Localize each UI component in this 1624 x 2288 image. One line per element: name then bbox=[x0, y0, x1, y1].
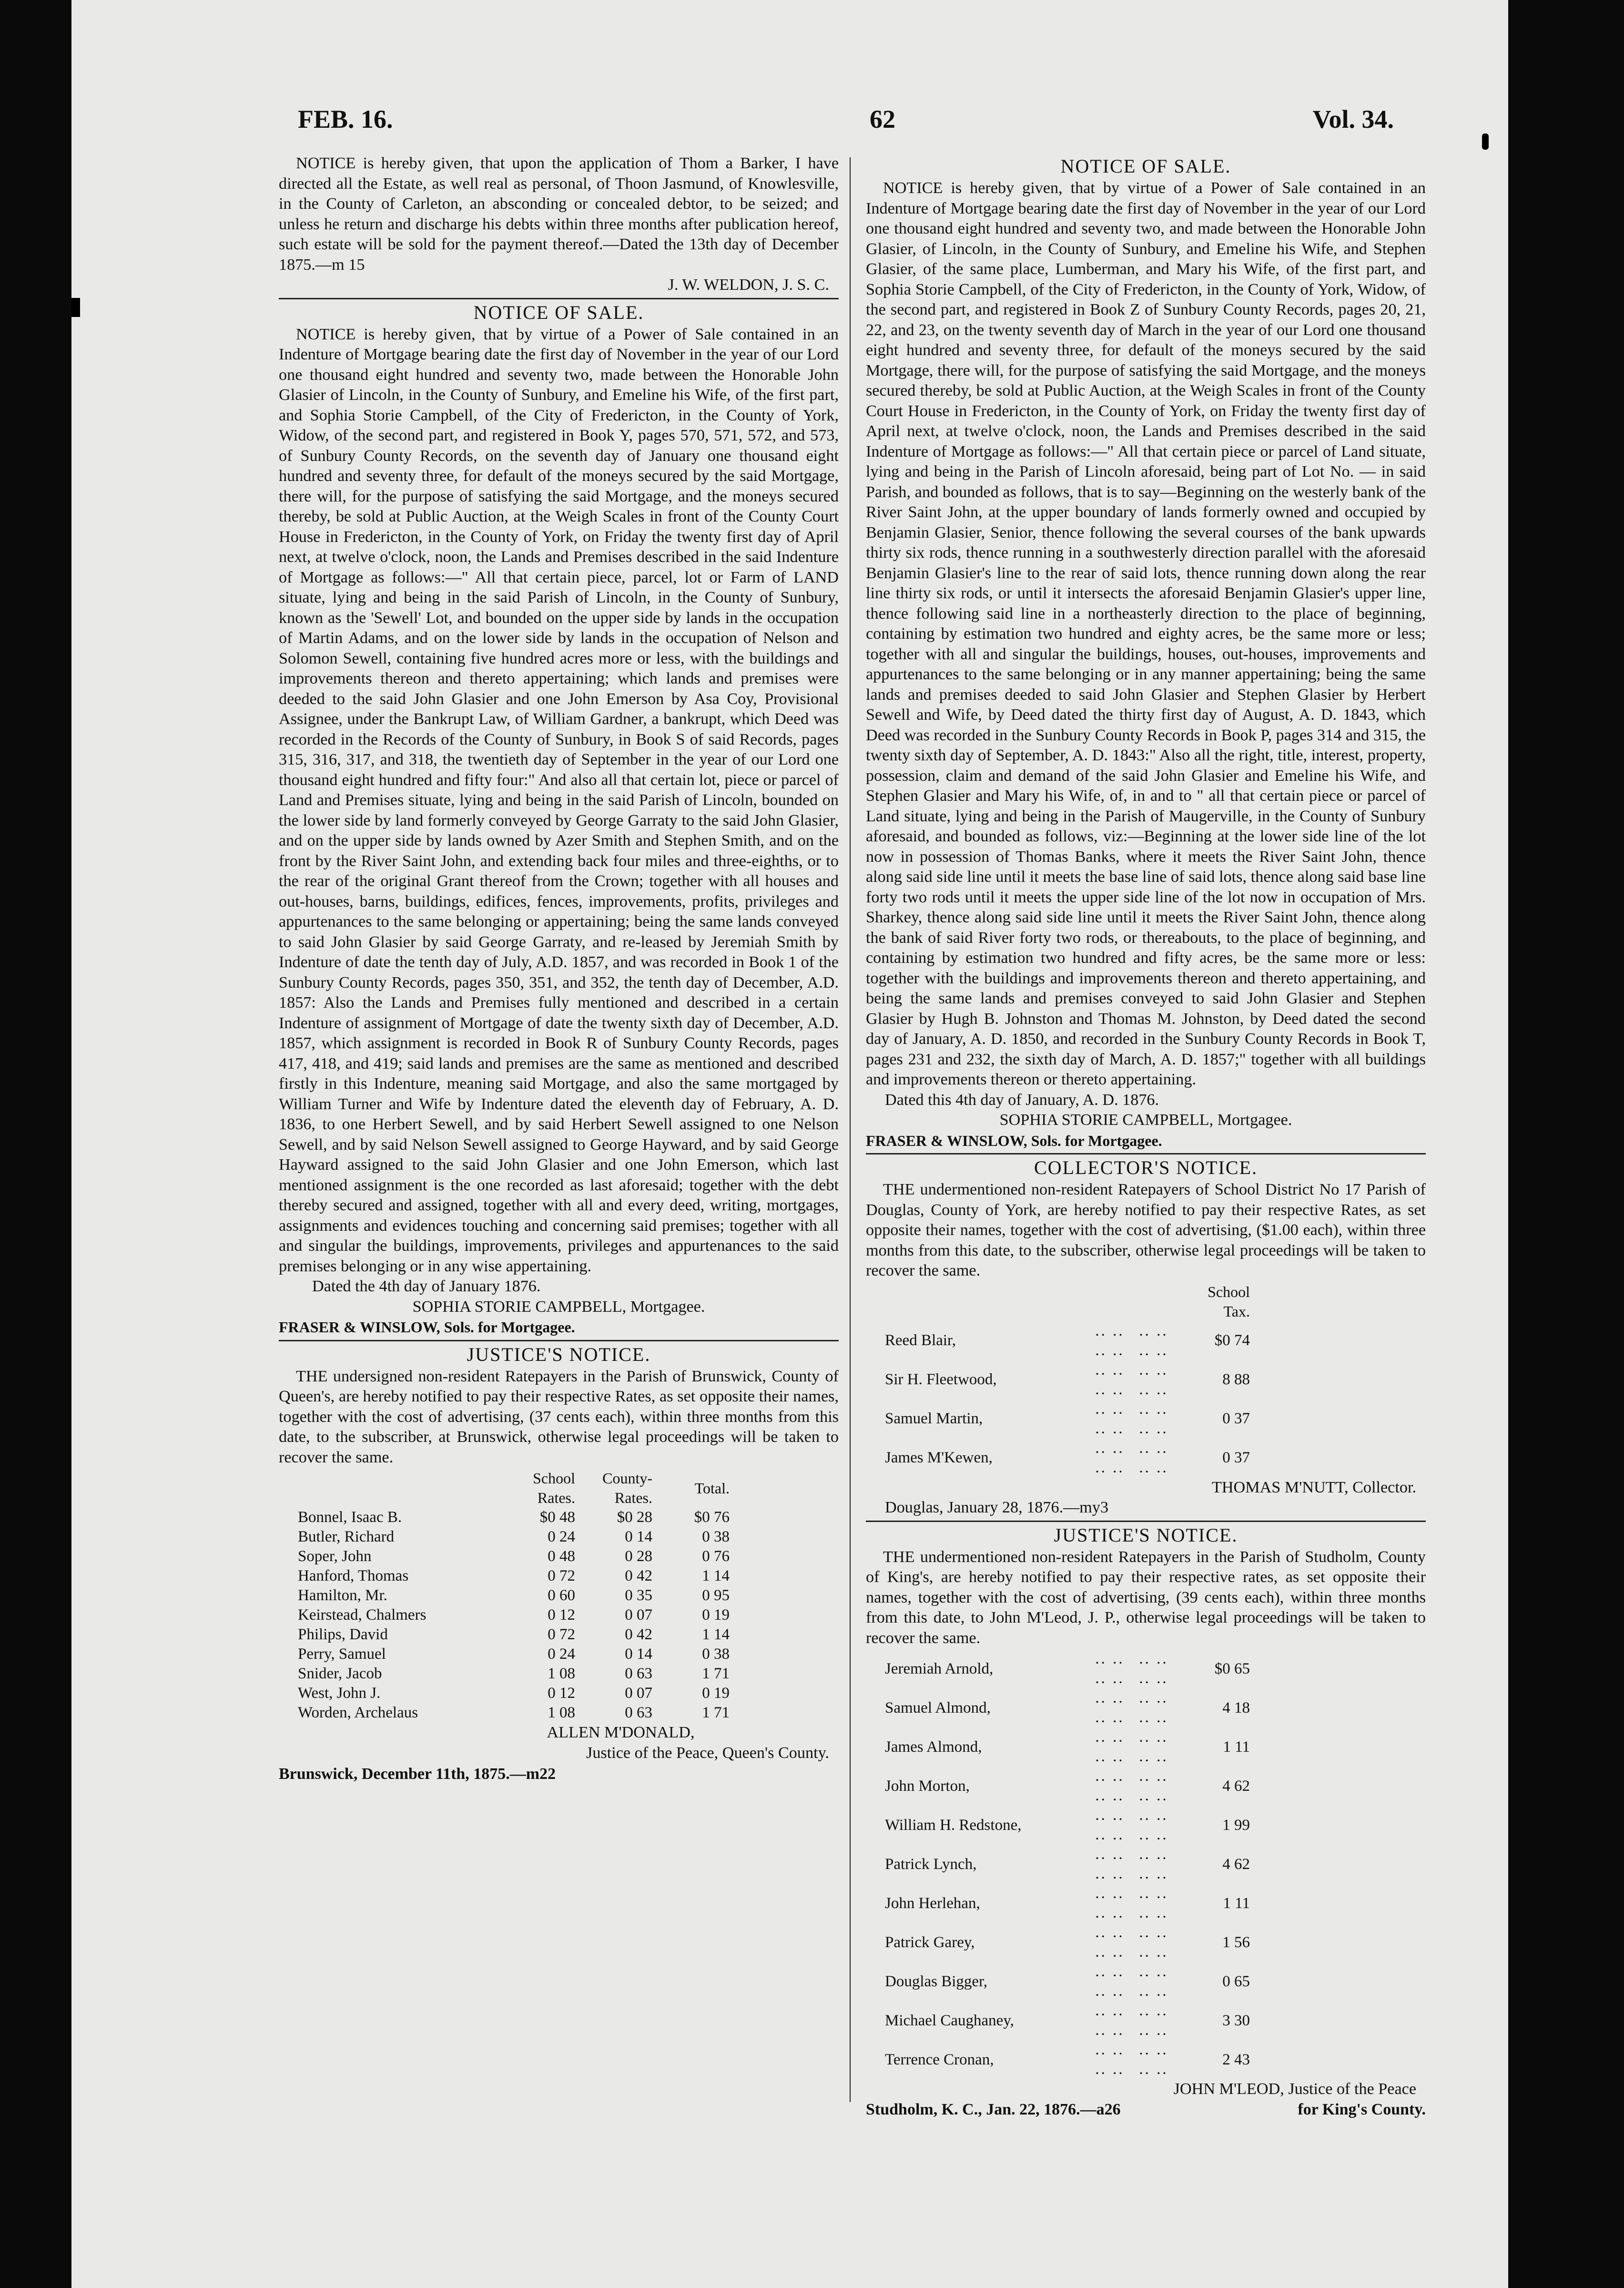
county-rate: 0 42 bbox=[625, 1567, 652, 1584]
county-rate: 0 28 bbox=[625, 1548, 652, 1565]
school-rate: 0 60 bbox=[548, 1587, 575, 1604]
table-row bbox=[885, 2040, 1256, 2079]
table-header-row bbox=[885, 1282, 1256, 1321]
table-row bbox=[298, 1703, 735, 1723]
dot-leader: .. .. .. .. bbox=[1095, 1728, 1125, 1765]
table-row bbox=[298, 1664, 735, 1684]
county-rate: 0 63 bbox=[625, 1704, 652, 1721]
dot-leader: .. .. .. .. bbox=[1095, 1885, 1125, 1921]
dot-leader: .. .. .. .. bbox=[1095, 1807, 1125, 1843]
table-row bbox=[298, 1625, 735, 1644]
collector-notice-heading: COLLECTOR'S NOTICE. bbox=[1034, 1157, 1258, 1178]
ratepayer-name: Samuel Martin, bbox=[885, 1410, 983, 1427]
table-row bbox=[885, 2001, 1256, 2040]
ratepayer-name: Douglas Bigger, bbox=[885, 1972, 987, 1990]
table-row bbox=[298, 1547, 735, 1566]
ratepayer-name: Perry, Samuel bbox=[298, 1645, 386, 1663]
total-rate: 0 95 bbox=[702, 1587, 730, 1604]
amount: 3 30 bbox=[1222, 2012, 1250, 2029]
total-rate: 0 38 bbox=[702, 1645, 730, 1663]
total-rate: 1 14 bbox=[702, 1567, 730, 1584]
dot-leader: .. .. .. .. bbox=[1139, 1963, 1168, 2000]
right-edge-mark bbox=[1482, 133, 1489, 150]
table-row bbox=[885, 1439, 1256, 1478]
school-rate: 0 48 bbox=[548, 1548, 575, 1565]
amount: 1 56 bbox=[1222, 1933, 1250, 1951]
dot-leader: .. .. .. .. bbox=[1139, 1361, 1168, 1398]
amount: 4 18 bbox=[1222, 1699, 1250, 1716]
total-header: Total. bbox=[694, 1479, 730, 1497]
table-row bbox=[298, 1586, 735, 1605]
justice-notice-heading-left: JUSTICE'S NOTICE. bbox=[467, 1343, 651, 1365]
column-divider bbox=[850, 157, 851, 2102]
notice-of-sale-body-left: NOTICE is hereby given, that by virtue of a Power of Sale contained in an Indenture of Mortgage bearing date the first day of November in the year of our Lord one thousand eight hundred and seventy two, made between the Honorable John Glasier of Lincoln, in the County of Sunbury, and Emeline his Wife, of the first part, and Sophia Storie Campbell, of the City of Fredericton, in the County of York, Widow, of the second part, and registered in Book Y, pages 570, 571, 572, and 573, of Sunbury County Records, on the seventh day of January one thousand eight hundred and seventy three, for default of the moneys secured by the said Mortgage, there will, for the purpose of satisfying the said Mortgage, and the moneys secured thereby, be sold at Public Auction, at the Weigh Scales in front of the County Court House in Fredericton, in the County of York, on Friday the twenty first day of April next, at twelve o'clock, noon, the Lands and Premises described in the said Indenture of Mortgage as follows:—" All that certain piece, parcel, lot or Farm of LAND situate, lying and being in the said Parish of Lincoln, in the County of Sunbury, known as the 'Sewell' Lot, and bounded on the upper side by lands in the occupation of Martin Adams, and on the lower side by lands in the occupation of Nelson and Solomon Sewell, containing five hundred acres more or less, with the buildings and improvements thereon and thereto appertaining; which lands and premises were deeded to the said John Glasier and one John Emerson by Asa Coy, Provisional Assignee, under the Bankrupt Law, of William Gardner, a bankrupt, which Deed was recorded in the Records of the County of Sunbury, in Book S of said Records, pages 315, 316, 317, and 318, the twentieth day of September in the year of our Lord one thousand eight hundred and fifty four:" And also all that certain lot, piece or parcel of Land and Premises situate, lying and being in the said Parish of Lincoln, bounded on the lower side by land formerly conveyed by George Garraty to the said John Glasier, and on the upper side by lands owned by Azer Smith and Stephen Smith, and on the front by the River Saint John, and extending back four miles and three-eighths, or to the rear of the original Grant thereof from the Crown; together with all houses and out-houses, barns, buildings, edifices, fences, improvements, profits, privileges and appurtenances to the same belonging or appertaining; being the same lands conveyed to said John Glasier by said George Garraty, and re-leased by Jeremiah Smith by Indenture of date the tenth day of July, A.D. 1857, and was recorded in Book 1 of the Sunbury County Records, pages 350, 351, and 352, the tenth day of December, A.D. 1857: Also the Lands and Premises fully mentioned and described in a certain Indenture of assignment of Mortgage of date the twenty sixth day of December, A.D. 1857, which assignment is recorded in Book R of Sunbury County Records, pages 417, 418, and 419; said lands and premises are the same as mentioned and described firstly in this Indenture, meaning said Mortgage, and also the same mortgaged by William Turner and Wife by Indenture dated the eleventh day of February, A. D. 1836, to one Herbert Sewell, and by said Herbert Sewell assigned to one Nelson Sewell, and by said Nelson Sewell assigned to George Hayward, and by said George Hayward assigned to the said John Glasier and one John Emerson, which last mentioned assignment is the one recorded as last aforesaid; together with the debt thereby secured and assigned, together with all and every deed, writing, mortgages, assignments and evidences touching and concerning said premises; together with all and singular the buildings, improvements, privileges and appurtenances to the said premises belonging or in any wise appertaining. bbox=[279, 325, 839, 1275]
dot-leader: .. .. .. .. bbox=[1095, 1924, 1125, 1961]
ratepayer-name: Samuel Almond, bbox=[885, 1699, 991, 1716]
total-rate: 0 19 bbox=[702, 1685, 730, 1702]
ratepayer-name: Michael Caughaney, bbox=[885, 2012, 1014, 2029]
justice-notice-body-right: THE undermentioned non-resident Ratepayers in the Parish of Studholm, County of King's, are hereby notified to pay their respective rates, as set opposite their names, together with the cost of advertising, (39 cents each), within three months from this date, to John M'Leod, J. P., otherwise legal proceedings will be taken to recover the same. bbox=[866, 1548, 1426, 1647]
ratepayer-name: James Almond, bbox=[885, 1738, 982, 1756]
dot-leader: .. .. .. .. bbox=[1139, 1924, 1168, 1961]
page-number: 62 bbox=[870, 105, 895, 133]
dot-leader: .. .. .. .. bbox=[1095, 1361, 1125, 1398]
table-row bbox=[885, 1321, 1256, 1360]
justice-notice-body-left: THE undersigned non-resident Ratepayers in the Parish of Brunswick, County of Queen's, are hereby notified to pay their respective Rates, as set opposite their names, together with the cost of advertising, (37 cents each), within three months from this date, to the subscriber, at Brunswick, otherwise legal proceedings will be taken to recover the same. bbox=[279, 1367, 839, 1466]
table-row bbox=[298, 1566, 735, 1586]
left-edge-mark bbox=[71, 298, 80, 317]
ratepayer-name: Keirstead, Chalmers bbox=[298, 1606, 426, 1624]
dot-leader: .. .. .. .. bbox=[1139, 1650, 1168, 1687]
amount: $0 65 bbox=[1214, 1660, 1250, 1677]
school-rate: 0 24 bbox=[548, 1645, 575, 1663]
school-rate: 0 24 bbox=[548, 1528, 575, 1545]
mcleod-signature: JOHN M'LEOD, Justice of the Peace bbox=[1173, 2080, 1416, 2098]
table-header-row bbox=[298, 1469, 735, 1508]
dot-leader: .. .. .. .. bbox=[1095, 1650, 1125, 1687]
school-rate: $0 48 bbox=[539, 1509, 575, 1526]
dot-leader: .. .. .. .. bbox=[1095, 1963, 1125, 2000]
douglas-footer: Douglas, January 28, 1876.—my3 bbox=[885, 1499, 1109, 1516]
ratepayer-name: William H. Redstone, bbox=[885, 1816, 1022, 1834]
table-row bbox=[885, 1727, 1256, 1767]
dot-leader: .. .. .. .. bbox=[1139, 1728, 1168, 1765]
mortgagee-signature-left: SOPHIA STORIE CAMPBELL, Mortgagee. bbox=[412, 1297, 705, 1316]
ratepayer-name: Terrence Cronan, bbox=[885, 2051, 994, 2068]
amount: 4 62 bbox=[1222, 1777, 1250, 1795]
ratepayer-name: Patrick Lynch, bbox=[885, 1855, 977, 1873]
ratepayer-name: Snider, Jacob bbox=[298, 1665, 382, 1682]
total-rate: 0 38 bbox=[702, 1528, 730, 1545]
ratepayer-name: John Morton, bbox=[885, 1777, 970, 1795]
ratepayer-name: Patrick Garey, bbox=[885, 1933, 975, 1951]
divider bbox=[866, 1153, 1426, 1154]
studholm-footer-left: Studholm, K. C., Jan. 22, 1876.—a26 bbox=[866, 2100, 1121, 2118]
justice-notice-heading-right: JUSTICE'S NOTICE. bbox=[1054, 1524, 1238, 1546]
table-row bbox=[885, 1806, 1256, 1845]
school-rate: 0 12 bbox=[548, 1606, 575, 1624]
dot-leader: .. .. .. .. bbox=[1095, 1846, 1125, 1882]
total-rate: $0 76 bbox=[694, 1509, 730, 1526]
table-row bbox=[885, 1845, 1256, 1884]
dot-leader: .. .. .. .. bbox=[1095, 1400, 1125, 1437]
total-rate: 1 71 bbox=[702, 1665, 730, 1682]
dot-leader: .. .. .. .. bbox=[1139, 1846, 1168, 1882]
school-tax-header: School Tax. bbox=[1208, 1283, 1250, 1320]
table-row bbox=[885, 1884, 1256, 1923]
table-row bbox=[885, 1360, 1256, 1399]
amount: 0 37 bbox=[1222, 1410, 1250, 1427]
dot-leader: .. .. .. .. bbox=[1139, 1322, 1168, 1359]
absconding-debtor-notice: NOTICE is hereby given, that upon the application of Thom a Barker, I have directed all the Estate, as well real as personal, of Thoon Jasmund, of Knowlesville, in the County of Carleton, an absconding or concealed debtor, to be seized; and unless he return and discharge his debts within three months after publication hereof, such estate will be sold for the payment thereof.—Dated the 13th day of December 1875.—m 15 bbox=[279, 154, 839, 274]
dot-leader: .. .. .. .. bbox=[1095, 1322, 1125, 1359]
dot-leader: .. .. .. .. bbox=[1139, 1885, 1168, 1921]
ratepayer-name: Bonnel, Isaac B. bbox=[298, 1509, 402, 1526]
notice-of-sale-body-right: NOTICE is hereby given, that by virtue of a Power of Sale contained in an Indenture of Mortgage bearing date the first day of November in the year of our Lord one thousand eight hundred and seventy two, and made between the Honorable John Glasier, of Lincoln, in the County of Sunbury, and Emeline his Wife, and Stephen Glasier, of the same place, Lumberman, and Mary his Wife, of the first part, and Sophia Storie Campbell, of the City of Fredericton, in the County of York, Widow, of the second part, and registered in Book Z of Sunbury County Records, pages 20, 21, 22, and 23, on the twenty seventh day of March in the year of our Lord one thousand eight hundred and seventy three, for default of the moneys secured by the said Mortgage, there will, for the purpose of satisfying the said Mortgage, and the moneys secured thereby, be sold at Public Auction, at the Weigh Scales in front of the County Court House in Fredericton, in the County of York, on Friday the twenty first day of April next, at twelve o'clock, noon, the Lands and Premises described in the said Indenture of Mortgage as follows:—" All that certain piece or parcel of Land situate, lying and being in the Parish of Lincoln aforesaid, being part of Lot No. — in said Parish, and bounded as follows, that is to say—Beginning on the westerly bank of the River Saint John, at the upper boundary of lands formerly owned and occupied by Benjamin Glasier, Senior, thence following the several courses of the bank upwards thirty six rods, thence running in a southwesterly direction parallel with the aforesaid Benjamin Glasier's line to the rear of said lots, thence running down along the rear line thirty six rods, or until it intersects the aforesaid Benjamin Glasier's upper line, thence following said line in a northeasterly direction to the place of beginning, containing by estimation two hundred and eighty acres, be the same more or less; together with all and singular the buildings, houses, out-houses, improvements and appurtenances to the same belonging or in any manner appertaining; being the same lands and premises deeded to said John Glasier and Stephen Glasier by Herbert Sewell and Wife, by Deed dated the thirty first day of August, A. D. 1843, which Deed was recorded in the Sunbury County Records in Book P, pages 314 and 315, the twenty sixth day of September, A. D. 1843:" Also all the right, title, interest, property, possession, claim and demand of the said John Glasier and Emeline his Wife, and Stephen Glasier and Mary his Wife, of, in and to " all that certain piece or parcel of Land situate, lying and being in the Parish of Maugerville, in the County of Sunbury aforesaid, and bounded as follows, viz:—Beginning at the lower side line of the lot now in possession of Thomas Banks, where it meets the River Saint John, thence along said side line until it meets the base line of said lots, thence along said base line forty two rods until it meets the upper side line of the lot now in occupation of Mrs. Sharkey, thence along said side line until it meets the River Saint John, thence along the bank of said River forty two rods, or thereabouts, to the place of beginning, and containing by estimation two hundred and fifty acres, be the same more or less: together with the buildings and improvements thereon and thereto appertaining, and being the same lands and premises conveyed to said John Glasier and Stephen Glasier by Hugh B. Johnston and Thomas M. Johnston, by Deed dated the second day of January, A. D. 1850, and recorded in the Sunbury County Records in Book T, pages 231 and 232, the sixth day of March, A. D. 1857;" together with all buildings and improvements thereon or thereto appertaining. bbox=[866, 179, 1426, 1088]
amount: 1 11 bbox=[1223, 1738, 1250, 1756]
studholm-rates-rows bbox=[885, 1649, 1256, 2079]
page-content bbox=[264, 0, 1437, 2288]
mortgagee-signature-right: SOPHIA STORIE CAMPBELL, Mortgagee. bbox=[999, 1111, 1292, 1129]
dot-leader: .. .. .. .. bbox=[1139, 1689, 1168, 1726]
ratepayer-name: Sir H. Fleetwood, bbox=[885, 1371, 997, 1388]
dot-leader: .. .. .. .. bbox=[1095, 1689, 1125, 1726]
ratepayer-name: Hanford, Thomas bbox=[298, 1567, 409, 1584]
table-row bbox=[298, 1644, 735, 1664]
total-rate: 1 71 bbox=[702, 1704, 730, 1721]
table-row bbox=[885, 1399, 1256, 1439]
divider bbox=[279, 298, 839, 299]
dot-leader: .. .. .. .. bbox=[1139, 1767, 1168, 1804]
douglas-tax-table bbox=[885, 1282, 1256, 1478]
ratepayer-name: John Herlehan, bbox=[885, 1894, 980, 1912]
dot-leader: .. .. .. .. bbox=[1139, 1400, 1168, 1437]
county-rate: 0 07 bbox=[625, 1685, 652, 1702]
dot-leader: .. .. .. .. bbox=[1139, 1439, 1168, 1476]
amount: 8 88 bbox=[1222, 1371, 1250, 1388]
dots-column-header bbox=[1091, 1282, 1135, 1321]
amount: 0 37 bbox=[1222, 1449, 1250, 1466]
left-column bbox=[279, 153, 839, 1785]
studholm-footer-right: for King's County. bbox=[1298, 2100, 1426, 2118]
total-rate: 1 14 bbox=[702, 1626, 730, 1643]
ratepayer-name: Philips, David bbox=[298, 1626, 388, 1643]
table-row bbox=[298, 1527, 735, 1547]
amount: $0 74 bbox=[1214, 1332, 1250, 1349]
county-rate: 0 07 bbox=[625, 1606, 652, 1624]
school-rate: 0 72 bbox=[548, 1626, 575, 1643]
mcnutt-signature: THOMAS M'NUTT, Collector. bbox=[1211, 1478, 1416, 1496]
issue-date: FEB. 16. bbox=[298, 105, 393, 133]
notice-of-sale-heading-left: NOTICE OF SALE. bbox=[473, 301, 644, 323]
ratepayer-name: Jeremiah Arnold, bbox=[885, 1660, 994, 1677]
table-row bbox=[885, 1688, 1256, 1727]
amount: 0 65 bbox=[1222, 1972, 1250, 1990]
county-rate: 0 35 bbox=[625, 1587, 652, 1604]
county-rate: 0 63 bbox=[625, 1665, 652, 1682]
divider bbox=[866, 1521, 1426, 1522]
ratepayer-name: Butler, Richard bbox=[298, 1528, 395, 1545]
amount: 1 99 bbox=[1222, 1816, 1250, 1834]
ratepayer-name: Hamilton, Mr. bbox=[298, 1587, 387, 1604]
school-rate: 0 12 bbox=[548, 1685, 575, 1702]
school-rates-header: School Rates. bbox=[533, 1470, 575, 1506]
county-rate: 0 14 bbox=[625, 1645, 652, 1663]
dot-leader: .. .. .. .. bbox=[1095, 1767, 1125, 1804]
county-rates-header: County-Rates. bbox=[602, 1470, 652, 1506]
collector-notice-body: THE undermentioned non-resident Ratepayers of School District No 17 Parish of Douglas, County of York, are hereby notified to pay their respective Rates, as set opposite their names, together with the cost of advertising, ($1.00 each), within three months from this date, to the subscriber, otherwise legal proceedings will be taken to recover the same. bbox=[866, 1181, 1426, 1279]
mcdonald-signature: ALLEN M'DONALD, bbox=[547, 1724, 695, 1741]
dot-leader: .. .. .. .. bbox=[1095, 2041, 1125, 2078]
name-column-header bbox=[298, 1469, 504, 1508]
ratepayer-name: West, John J. bbox=[298, 1685, 381, 1702]
total-rate: 0 76 bbox=[702, 1548, 730, 1565]
brunswick-footer: Brunswick, December 11th, 1875.—m22 bbox=[279, 1765, 556, 1783]
ratepayer-name: Worden, Archelaus bbox=[298, 1704, 418, 1721]
studholm-rates-table bbox=[885, 1649, 1256, 2079]
volume-number: Vol. 34. bbox=[1312, 105, 1394, 133]
total-rate: 0 19 bbox=[702, 1606, 730, 1624]
newspaper-page bbox=[71, 0, 1508, 2288]
table-row bbox=[298, 1605, 735, 1625]
table-row bbox=[885, 1923, 1256, 1962]
dot-leader: .. .. .. .. bbox=[1095, 1439, 1125, 1476]
school-rate: 1 08 bbox=[548, 1665, 575, 1682]
dots-column-header bbox=[1135, 1282, 1178, 1321]
mcdonald-title: Justice of the Peace, Queen's County. bbox=[586, 1744, 829, 1762]
right-column bbox=[866, 153, 1426, 2120]
weldon-signature: J. W. WELDON, J. S. C. bbox=[668, 276, 829, 294]
county-rate: 0 42 bbox=[625, 1626, 652, 1643]
solicitors-right: FRASER & WINSLOW, Sols. for Mortgagee. bbox=[866, 1132, 1162, 1149]
solicitors-left: FRASER & WINSLOW, Sols. for Mortgagee. bbox=[279, 1318, 575, 1336]
douglas-tax-rows bbox=[885, 1321, 1256, 1478]
brunswick-rates-rows bbox=[298, 1508, 735, 1723]
amount: 2 43 bbox=[1222, 2051, 1250, 2068]
ratepayer-name: Reed Blair, bbox=[885, 1332, 956, 1349]
sale-dated-left: Dated the 4th day of January 1876. bbox=[312, 1277, 541, 1295]
dot-leader: .. .. .. .. bbox=[1139, 2002, 1168, 2039]
divider bbox=[279, 1340, 839, 1341]
table-row bbox=[298, 1684, 735, 1703]
dot-leader: .. .. .. .. bbox=[1139, 2041, 1168, 2078]
amount: 4 62 bbox=[1222, 1855, 1250, 1873]
amount: 1 11 bbox=[1223, 1894, 1250, 1912]
county-rate: 0 14 bbox=[625, 1528, 652, 1545]
school-rate: 0 72 bbox=[548, 1567, 575, 1584]
county-rate: $0 28 bbox=[617, 1509, 652, 1526]
table-row bbox=[885, 1962, 1256, 2001]
dot-leader: .. .. .. .. bbox=[1139, 1807, 1168, 1843]
sale-dated-right: Dated this 4th day of January, A. D. 1876. bbox=[885, 1091, 1159, 1109]
ratepayer-name: James M'Kewen, bbox=[885, 1449, 993, 1466]
studholm-footer bbox=[866, 2100, 1426, 2120]
name-column-header bbox=[885, 1282, 1091, 1321]
table-row bbox=[885, 1649, 1256, 1688]
notice-of-sale-heading-right: NOTICE OF SALE. bbox=[1060, 155, 1231, 177]
table-row bbox=[885, 1767, 1256, 1806]
table-row bbox=[298, 1508, 735, 1527]
dot-leader: .. .. .. .. bbox=[1095, 2002, 1125, 2039]
school-rate: 1 08 bbox=[548, 1704, 575, 1721]
brunswick-rates-table bbox=[298, 1469, 735, 1723]
ratepayer-name: Soper, John bbox=[298, 1548, 372, 1565]
